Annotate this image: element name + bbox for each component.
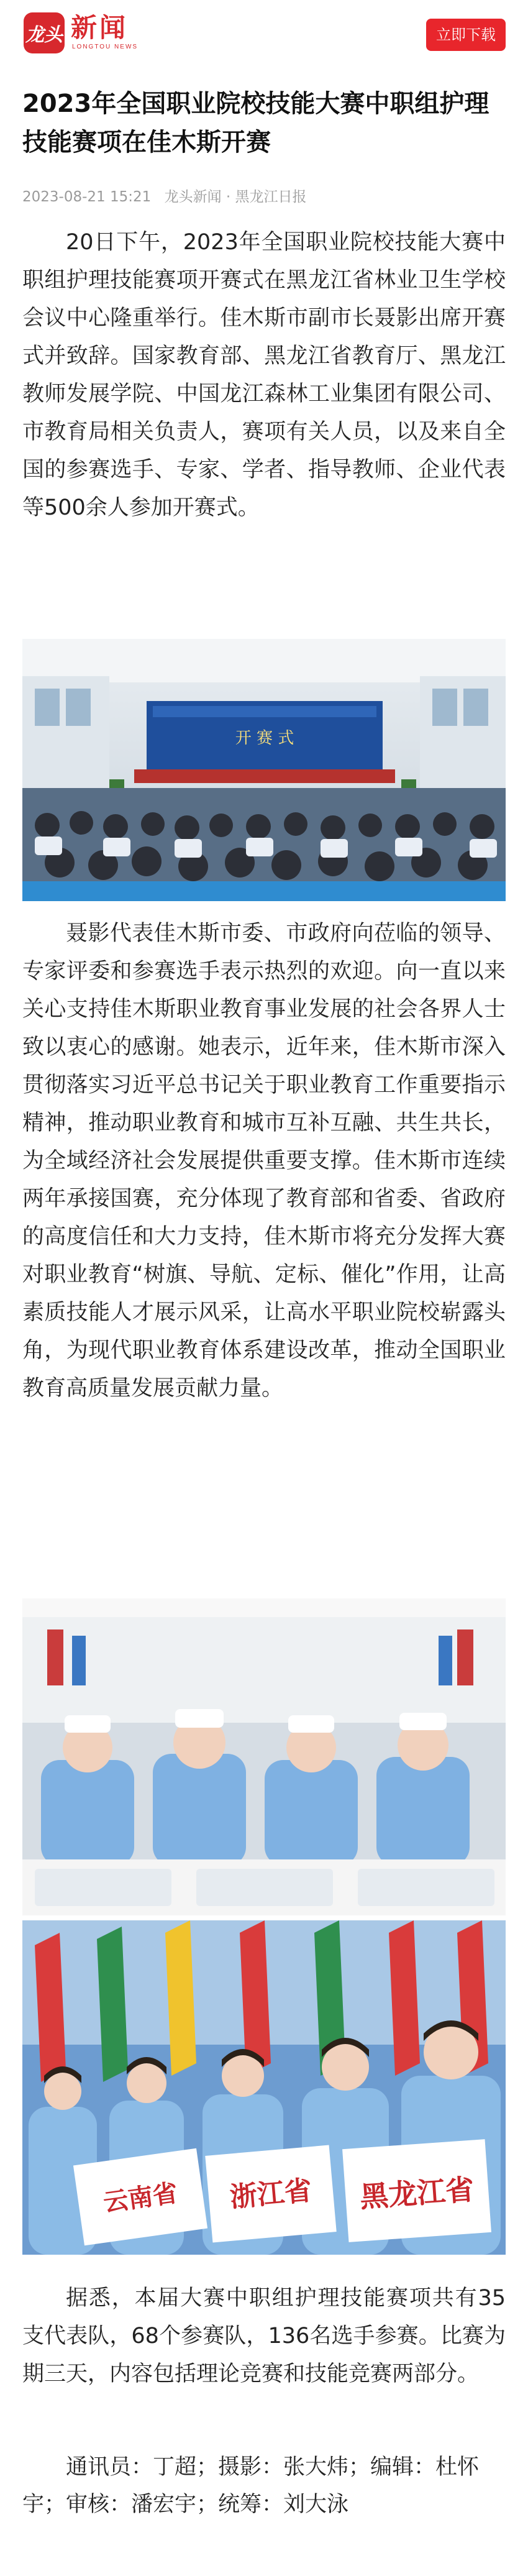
logo-name: 新闻 [71, 12, 129, 43]
flag-text-1: 云南省 [101, 2178, 180, 2218]
download-app-button[interactable]: 立即下载 [426, 19, 506, 51]
app-header [0, 0, 528, 70]
contestants-seated-illustration [22, 1598, 506, 1915]
flag-text-2: 浙江省 [229, 2175, 314, 2214]
article-meta [22, 185, 316, 206]
longtou-news-logo[interactable] [24, 12, 160, 53]
publish-date: 2023-08-21 15:21 [22, 189, 152, 205]
logo-subtitle: LONGTOU NEWS [72, 44, 139, 50]
ceremony-photo[interactable] [22, 639, 506, 901]
contestants-seated-photo[interactable] [22, 1598, 506, 1915]
flag-text-3: 黑龙江省 [358, 2172, 475, 2214]
contestants-flags-illustration [22, 1920, 506, 2255]
logo-mark: 龙头 [24, 12, 65, 53]
article-title: 2023年全国职业院校技能大赛中职组护理技能赛项在佳木斯开赛 [22, 89, 489, 157]
article-credits: 通讯员：丁超；摄影：张大炜；编辑：杜怀宇；审核：潘宏宇；统筹：刘大泳 [22, 2455, 480, 2517]
article-source[interactable]: 龙头新闻 · 黑龙江日报 [164, 189, 307, 205]
article-paragraph-2: 聂影代表佳木斯市委、市政府向莅临的领导、专家评委和参赛选手表示热烈的欢迎。向一直以来关心支持佳木斯职业教育事业发展的社会各界人士致以衷心的感谢。她表示，近年来，佳木斯市深入贯彻落实习近平总书记关于职业教育工作重要指示精神，推动职业教育和城市互补互融、共生共长，为全域经济社会发展提供重要支撑。佳木斯市连续两年承接国赛，充分体现了教育部和省委、省政府的高度信任和大力支持，佳木斯市将充分发挥大赛对职业教育“树旗、导航、定标、催化”作用，让高素质技能人才展示风采，让高水平职业院校崭露头角，为现代职业教育体系建设改革，推动全国职业教育高质量发展贡献力量。 [22, 921, 506, 1401]
ceremony-illustration [22, 639, 506, 901]
stage-banner-text: 开 赛 式 [235, 729, 294, 748]
article-paragraph-3: 据悉，本届大赛中职组护理技能赛项共有35支代表队，68个参赛队，136名选手参赛。比赛为期三天，内容包括理论竞赛和技能竞赛两部分。 [22, 2286, 506, 2386]
contestants-flags-photo[interactable] [22, 1920, 506, 2255]
article-paragraph-1: 20日下午，2023年全国职业院校技能大赛中职组护理技能赛项开赛式在黑龙江省林业卫生学校会议中心隆重举行。佳木斯市副市长聂影出席开赛式并致辞。国家教育部、黑龙江省教育厅、黑龙江教师发展学院、中国龙江森林工业集团有限公司、市教育局相关负责人，赛项有关人员，以及来自全国的参赛选手、专家、学者、指导教师、企业代表等500余人参加开赛式。 [22, 230, 506, 520]
